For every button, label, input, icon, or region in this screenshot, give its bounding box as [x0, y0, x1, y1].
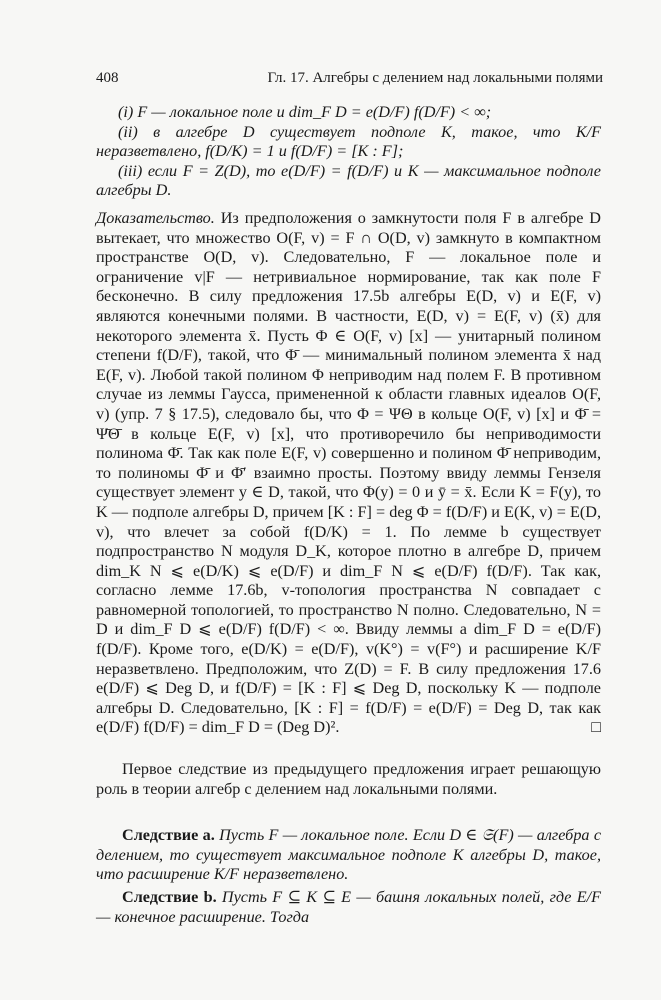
proof-text: Из предположения о замкнутости поля F в алгебре D вытекает, что множество O(F, v) = F ∩ O(D, v) замкнуто в компактном пространстве O(D, v). Следовательно, F — локальное поле и ограничение v|F — нетривиальное нормирование, так как поле F бесконечно. В силу предложения 17.5b алгебры E(D, v) и E(F, v) являются конечными полями. В частности, E(D, v) = E(F, v) (x̄) для некоторого элемента x̄. Пусть Φ ∈ O(F, v) [x] — унитарный полином степени f(D/F), такой, что Φ̄ — минимальный полином элемента x̄ над E(F, v). Любой такой полином Φ неприводим над полем F. В противном случае из леммы Гаусса, примененной к области главных идеалов O(F, v) (упр. 7 § 17.5), следовало бы, что Φ = ΨΘ в кольце O(F, v) [x] и Φ̄ = Ψ̄Θ̄ в кольце E(F, v) [x], что противоречило бы неприводимости полинома Φ̄. Так как поле E(F, v) совершенно и полином Φ̄ неприводим, то полиномы Φ̄ и Φ̄′ взаимно просты. Поэтому ввиду леммы Гензеля существует элемент y ∈ D, такой, что Φ(y) = 0 и ȳ = x̄. Если K = F(y), то K — подполе алгебры D, причем [K : F] = deg Φ = f(D/F) и E(K, v) = E(D, v), что влечет за собой f(D/K) = 1. По лемме b существует подпространство N модуля D_K, которое плотно в алгебре D, причем dim_K N ⩽ e(D/K) ⩽ e(D/F) и dim_F N ⩽ e(D/F) f(D/F). Так как, согласно лемме 17.6b, v-топология пространства N совпадает с равномерной топологией, то пространство N полно. Следовательно, N = D и dim_F D ⩽ e(D/F) f(D/F) < ∞. Ввиду леммы a dim_F D = e(D/F) f(D/F). Кроме того, e(D/K) = e(D/F), v(K°) = v(F°) и расширение K/F неразветвлено. Предположим, что Z(D) = F. В силу предложения 17.6 e(D/F) ⩽ Deg D, и f(D/F) = [K : F] ⩽ Deg D, поскольку K — подполе алгебры D. Следовательно, [K : F] = f(D/F) = e(D/F) = Deg D, так как e(D/F) f(D/F) = dim_F D = (Deg D)².: [96, 209, 601, 737]
page-number: 408: [96, 70, 119, 86]
item-i: (i) F — локальное поле и dim_F D = e(D/F) f(D/F) < ∞;: [118, 103, 492, 121]
qed-symbol: □: [591, 718, 601, 737]
corollary-a-text: Пусть F — локальное поле. Если D ∈ 𝔖(F) — алгебра с делением, то существует максимальное подполе K алгебры D, такое, что расширение K/F неразветвлено.: [96, 826, 602, 884]
remark-text: Первое следствие из предыдущего предложения играет решающую роль в теории алгебр с делением над локальными полями.: [96, 760, 601, 798]
corollary-b: [96, 888, 601, 927]
item-ii: (ii) в алгебре D существует подполе K, такое, что K/F неразветвлено, f(D/K) = 1 и f(D/F) = [K : F];: [96, 122, 601, 161]
proposition-items: [96, 103, 601, 201]
corollary-a-label: Следствие a.: [122, 826, 215, 844]
proof-block: [96, 209, 601, 738]
item-iii: (iii) если F = Z(D), то e(D/F) = f(D/F) и K — максимальное подполе алгебры D.: [96, 161, 601, 200]
corollary-b-label: Следствие b.: [122, 888, 217, 906]
corollary-b-text: Пусть F ⊆ K ⊆ E — башня локальных полей, где E/F — конечное расширение. Тогда: [96, 888, 601, 926]
corollary-a: [96, 826, 601, 885]
remark-paragraph: [96, 760, 601, 799]
running-header: [96, 70, 603, 94]
proof-label: Доказательство.: [96, 209, 215, 227]
running-head: Гл. 17. Алгебры с делением над локальными полями: [267, 70, 603, 86]
